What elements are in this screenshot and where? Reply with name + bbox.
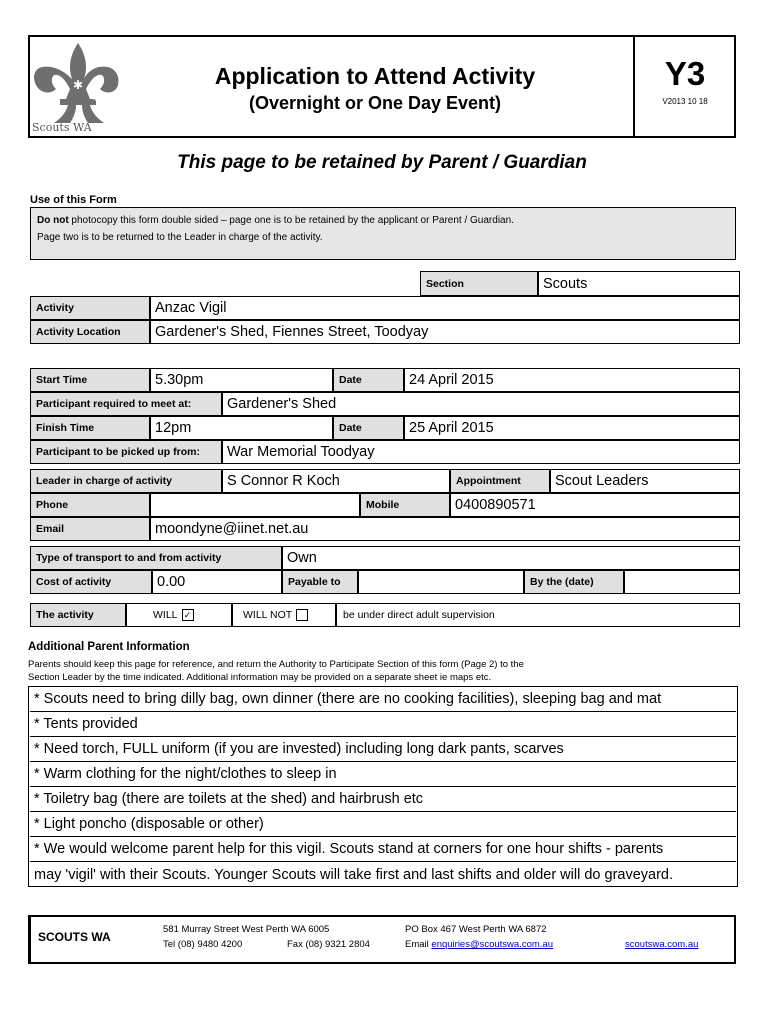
section-label: Section	[420, 271, 538, 296]
mobile-label: Mobile	[360, 493, 450, 517]
finish-time-field[interactable]: 12pm	[150, 416, 333, 440]
activity-location-field[interactable]: Gardener's Shed, Fiennes Street, Toodyay	[150, 320, 740, 344]
will-not-label: WILL NOT	[243, 609, 293, 621]
svg-text:✱: ✱	[73, 78, 84, 92]
supervision-will-not-cell	[232, 603, 336, 627]
additional-intro-1: Parents should keep this page for reference, and return the Authority to Participate Section of this form (Page 2) to the	[28, 659, 524, 670]
section-field[interactable]: Scouts	[538, 271, 740, 296]
form-title: Application to Attend Activity	[214, 63, 536, 89]
cost-label: Cost of activity	[30, 570, 152, 594]
activity-label: Activity	[30, 296, 150, 320]
info-line[interactable]: may 'vigil' with their Scouts. Younger Scouts will take first and last shifts and older will do graveyard.	[34, 866, 674, 883]
scouts-logo	[30, 37, 120, 136]
info-line[interactable]: * Warm clothing for the night/clothes to sleep in	[30, 762, 736, 787]
retain-notice: This page to be retained by Parent / Guardian	[177, 152, 587, 173]
will-checkbox[interactable]: ✓	[182, 609, 194, 621]
additional-intro-2: Section Leader by the time indicated. Additional information may be provided on a separate sheet ie maps etc.	[28, 672, 492, 683]
footer-email-prefix: Email	[405, 939, 432, 950]
pickup-field[interactable]: War Memorial Toodyay	[222, 440, 740, 464]
footer-email-link[interactable]: enquiries@scoutswa.com.au	[431, 939, 553, 950]
use-of-form-box	[30, 207, 736, 260]
info-line[interactable]: * Toiletry bag (there are toilets at the shed) and hairbrush etc	[30, 787, 736, 812]
finish-date-field[interactable]: 25 April 2015	[404, 416, 740, 440]
use-of-form-line2: Page two is to be returned to the Leader in charge of the activity.	[37, 232, 323, 243]
finish-time-label: Finish Time	[30, 416, 150, 440]
info-line[interactable]: * Tents provided	[30, 712, 736, 737]
appointment-label: Appointment	[450, 469, 550, 493]
activity-field[interactable]: Anzac Vigil	[150, 296, 740, 320]
use-of-form-line1: Do not photocopy this form double sided – page one is to be retained by the applicant or Parent / Guardian.	[37, 215, 514, 226]
email-field[interactable]: moondyne@iinet.net.au	[150, 517, 740, 541]
start-date-field[interactable]: 24 April 2015	[404, 368, 740, 392]
footer-address: 581 Murray Street West Perth WA 6005	[163, 924, 330, 935]
payable-to-label: Payable to	[282, 570, 358, 594]
pickup-label: Participant to be picked up from:	[30, 440, 222, 464]
by-date-label: By the (date)	[524, 570, 624, 594]
leader-field[interactable]: S Connor R Koch	[222, 469, 450, 493]
info-line[interactable]: * Scouts need to bring dilly bag, own dinner (there are no cooking facilities), sleeping bag and mat	[30, 687, 736, 712]
finish-date-label: Date	[333, 416, 404, 440]
supervision-label: The activity	[30, 603, 126, 627]
email-label: Email	[30, 517, 150, 541]
transport-field[interactable]: Own	[282, 546, 740, 570]
start-date-label: Date	[333, 368, 404, 392]
phone-field[interactable]	[150, 493, 360, 517]
payable-to-field[interactable]	[358, 570, 524, 594]
transport-label: Type of transport to and from activity	[30, 546, 282, 570]
will-not-checkbox[interactable]	[296, 609, 308, 621]
leader-label: Leader in charge of activity	[30, 469, 222, 493]
will-label: WILL	[153, 609, 178, 621]
footer-website-link[interactable]: scoutswa.com.au	[625, 939, 699, 950]
supervision-will-cell	[126, 603, 232, 627]
supervision-suffix: be under direct adult supervision	[336, 603, 740, 627]
form-subtitle: (Overnight or One Day Event)	[248, 93, 502, 113]
activity-location-label: Activity Location	[30, 320, 150, 344]
svg-text:✱: ✱	[56, 50, 67, 64]
use-of-form-heading: Use of this Form	[30, 194, 117, 206]
meet-at-field[interactable]: Gardener's Shed	[222, 392, 740, 416]
logo-text: Scouts WA	[32, 121, 92, 134]
by-date-field[interactable]	[624, 570, 740, 594]
start-time-label: Start Time	[30, 368, 150, 392]
footer-tel: Tel (08) 9480 4200	[163, 939, 243, 950]
footer-fax: Fax (08) 9321 2804	[287, 939, 370, 950]
mobile-field[interactable]: 0400890571	[450, 493, 740, 517]
info-line[interactable]: * We would welcome parent help for this vigil. Scouts stand at corners for one hour shifts - parents	[30, 837, 736, 862]
form-code: Y3	[664, 55, 706, 92]
phone-label: Phone	[30, 493, 150, 517]
info-line[interactable]: * Light poncho (disposable or other)	[30, 812, 736, 837]
svg-text:✱: ✱	[92, 93, 101, 104]
form-version: V2013 10 18	[662, 97, 708, 106]
additional-heading: Additional Parent Information	[28, 641, 190, 653]
info-line[interactable]: * Need torch, FULL uniform (if you are invested) including long dark pants, scarves	[30, 737, 736, 762]
footer-po-box: PO Box 467 West Perth WA 6872	[405, 924, 547, 935]
cost-field[interactable]: 0.00	[152, 570, 282, 594]
meet-at-label: Participant required to meet at:	[30, 392, 222, 416]
appointment-field[interactable]: Scout Leaders	[550, 469, 740, 493]
footer-org: SCOUTS WA	[38, 930, 111, 944]
footer-email	[405, 939, 553, 950]
start-time-field[interactable]: 5.30pm	[150, 368, 333, 392]
